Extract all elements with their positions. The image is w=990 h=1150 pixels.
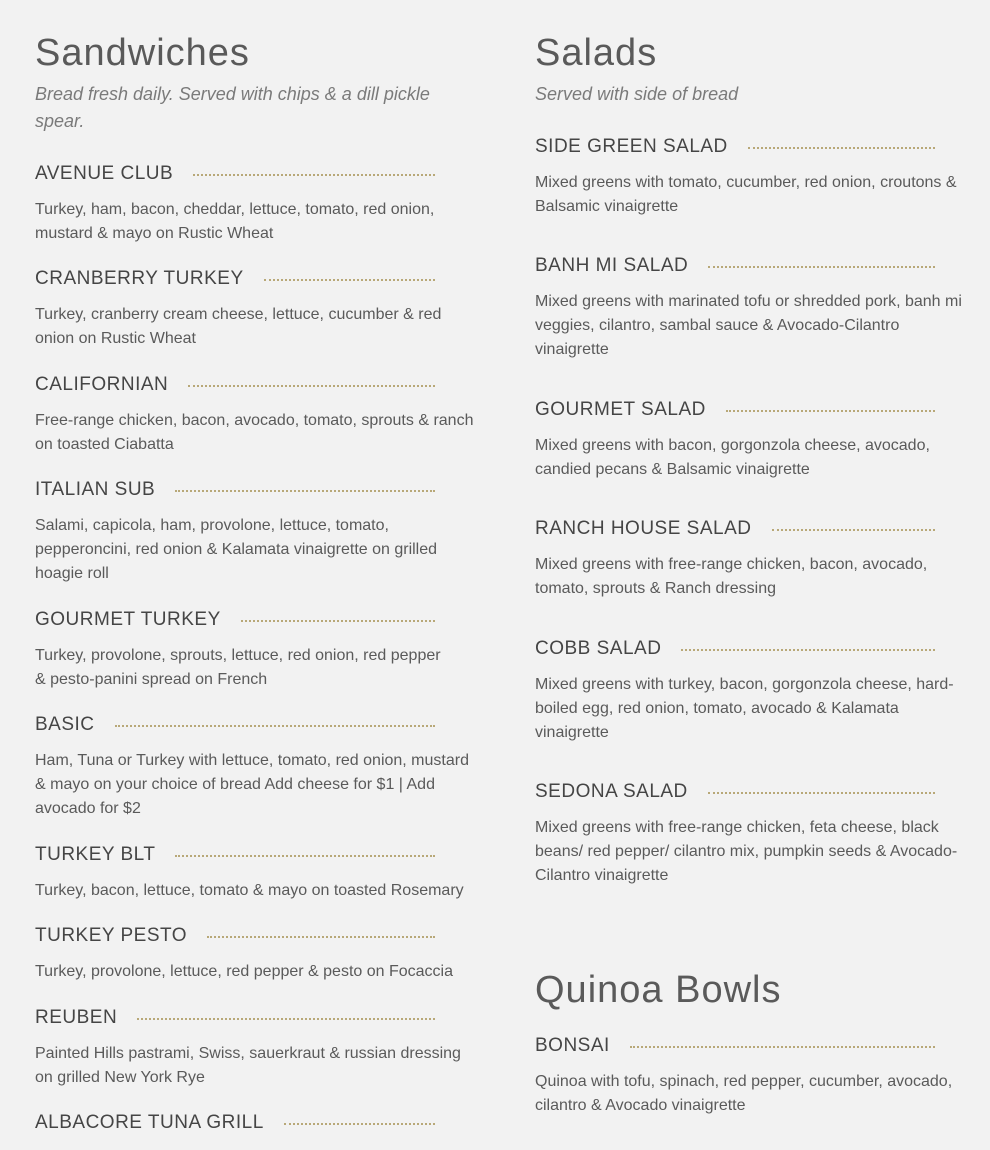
- item-name: ALBACORE TUNA GRILL: [35, 1112, 264, 1133]
- item-name: CRANBERRY TURKEY: [35, 268, 244, 289]
- item-name: GOURMET TURKEY: [35, 609, 221, 630]
- item-name: BANH MI SALAD: [535, 255, 689, 276]
- dotted-leader: [708, 266, 935, 268]
- salads-title: Salads: [535, 32, 658, 74]
- dotted-leader: [630, 1046, 935, 1048]
- menu-item-gourmet-turkey: [35, 608, 455, 692]
- item-name: AVENUE CLUB: [35, 163, 174, 184]
- dotted-leader: [241, 620, 435, 622]
- item-description: Mixed greens with bacon, gorgonzola cheese, avocado, candied pecans & Balsamic vinaigrette: [535, 437, 930, 478]
- item-description: Free-range chicken, bacon, avocado, tomato, sprouts & ranch on toasted Ciabatta: [35, 412, 474, 453]
- item-description: Mixed greens with free-range chicken, bacon, avocado, tomato, sprouts & Ranch dressing: [535, 556, 928, 597]
- item-name: CALIFORNIAN: [35, 374, 169, 395]
- menu-item-californian: [35, 373, 475, 457]
- menu-item-side-green-salad: [535, 135, 965, 219]
- item-description: Turkey, bacon, lettuce, tomato & mayo on toasted Rosemary: [35, 882, 464, 899]
- dotted-leader: [726, 410, 935, 412]
- menu-item-italian-sub: [35, 478, 455, 586]
- item-name: TURKEY PESTO: [35, 925, 188, 946]
- dotted-leader: [175, 490, 435, 492]
- item-name: COBB SALAD: [535, 638, 662, 659]
- item-name: SIDE GREEN SALAD: [535, 136, 728, 157]
- item-description: Painted Hills pastrami, Swiss, sauerkraut & russian dressing on grilled New York Rye: [35, 1045, 461, 1086]
- salads-subtitle: Served with side of bread: [535, 84, 739, 104]
- item-description: Quinoa with tofu, spinach, red pepper, cucumber, avocado, cilantro & Avocado vinaigrette: [535, 1073, 953, 1114]
- item-description: Turkey, provolone, lettuce, red pepper & pesto on Focaccia: [35, 963, 454, 980]
- menu-item-basic: [35, 713, 475, 821]
- dotted-leader: [284, 1123, 435, 1125]
- menu-item-turkey-blt: [35, 843, 475, 903]
- dotted-leader: [175, 855, 435, 857]
- dotted-leader: [748, 147, 935, 149]
- dotted-leader: [193, 174, 435, 176]
- dotted-leader: [115, 725, 435, 727]
- menu-item-sedona-salad: [535, 780, 965, 888]
- item-description: Turkey, ham, bacon, cheddar, lettuce, tomato, red onion, mustard & mayo on Rustic Wheat: [35, 201, 435, 242]
- dotted-leader: [188, 385, 435, 387]
- item-description: Mixed greens with marinated tofu or shredded pork, banh mi veggies, cilantro, sambal sauce & Avocado-Cilantro vinaigrette: [535, 293, 962, 358]
- item-description: Mixed greens with tomato, cucumber, red onion, croutons & Balsamic vinaigrette: [535, 174, 957, 215]
- dotted-leader: [137, 1018, 435, 1020]
- sandwiches-subtitle: Bread fresh daily. Served with chips & a dill pickle spear.: [35, 84, 430, 131]
- menu-item-avenue-club: [35, 162, 455, 246]
- menu-item-banh-mi-salad: [535, 254, 965, 362]
- item-name: TURKEY BLT: [35, 844, 156, 865]
- sandwiches-title: Sandwiches: [35, 32, 250, 74]
- item-name: REUBEN: [35, 1007, 118, 1028]
- item-description: Mixed greens with turkey, bacon, gorgonzola cheese, hard-boiled egg, red onion, tomato, avocado & Kalamata vinaigrette: [535, 676, 954, 741]
- menu-item-reuben: [35, 1006, 475, 1090]
- menu-item-cranberry-turkey: [35, 267, 455, 351]
- dotted-leader: [708, 792, 935, 794]
- item-name: RANCH HOUSE SALAD: [535, 518, 752, 539]
- item-description: Ham, Tuna or Turkey with lettuce, tomato, red onion, mustard & mayo on your choice of bread Add cheese for $1 | Add avocado for $2: [35, 752, 469, 817]
- item-name: GOURMET SALAD: [535, 399, 706, 420]
- item-description: Turkey, provolone, sprouts, lettuce, red onion, red pepper & pesto-panini spread on French: [35, 647, 441, 688]
- item-description: Mixed greens with free-range chicken, feta cheese, black beans/ red pepper/ cilantro mix, pumpkin seeds & Avocado-Cilantro vinaigrette: [535, 819, 958, 884]
- dotted-leader: [264, 279, 435, 281]
- menu-item-gourmet-salad: [535, 398, 955, 482]
- item-description: Salami, capicola, ham, provolone, lettuce, tomato, pepperoncini, red onion & Kalamata vinaigrette on grilled hoagie roll: [35, 517, 438, 582]
- dotted-leader: [772, 529, 936, 531]
- item-name: SEDONA SALAD: [535, 781, 688, 802]
- quinoa-bowls-title: Quinoa Bowls: [535, 969, 782, 1011]
- dotted-leader: [681, 649, 935, 651]
- menu-item-turkey-pesto: [35, 924, 475, 984]
- item-name: BASIC: [35, 714, 95, 735]
- menu-item-bonsai: [535, 1034, 965, 1118]
- menu-item-ranch-house-salad: [535, 517, 955, 601]
- menu-item-albacore-tuna-grill: [35, 1111, 455, 1135]
- dotted-leader: [207, 936, 435, 938]
- item-name: BONSAI: [535, 1035, 610, 1056]
- item-name: ITALIAN SUB: [35, 479, 156, 500]
- item-description: Turkey, cranberry cream cheese, lettuce, cucumber & red onion on Rustic Wheat: [35, 306, 442, 347]
- menu-item-cobb-salad: [535, 637, 965, 745]
